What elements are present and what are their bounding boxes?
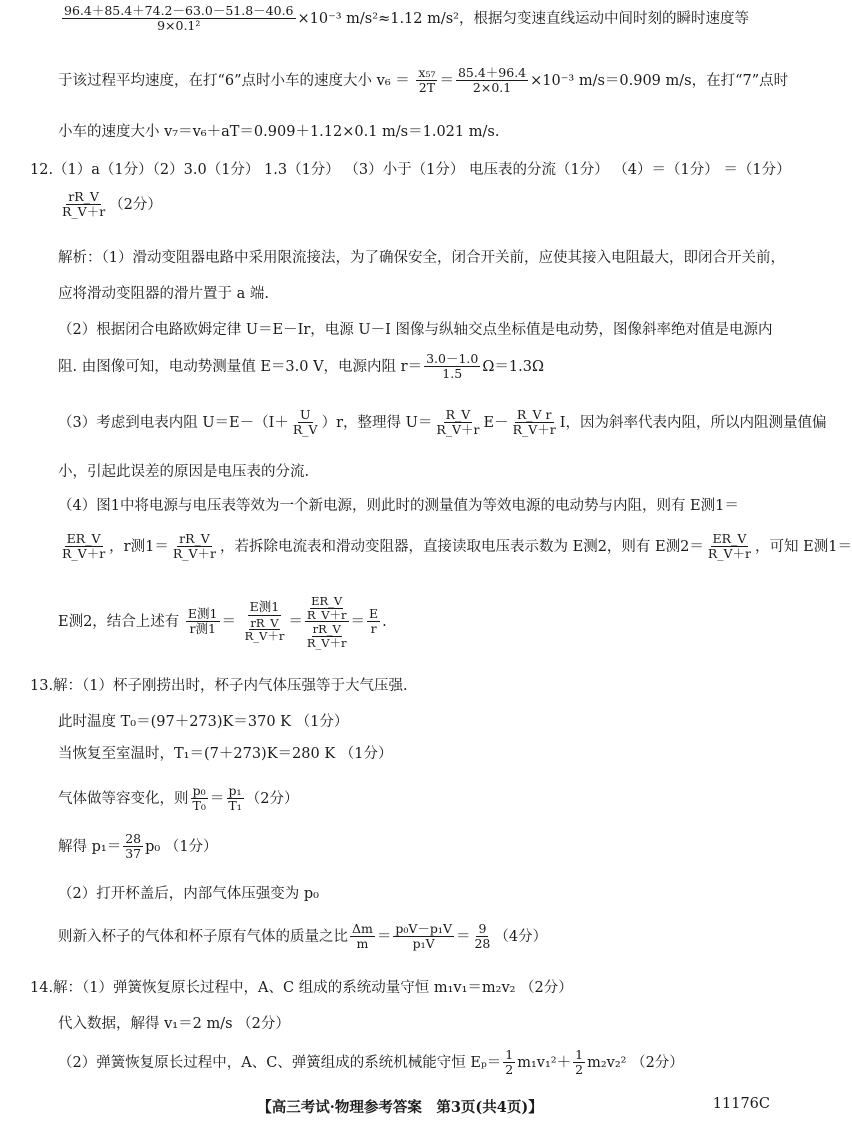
q14-line-3: （2）弹簧恢复原长过程中，A、C、弹簧组成的系统机械能守恒 Eₚ＝ $\frac{1}{2}$ m₁v₁²＋ $\frac{1}{2}$ m₂v₂² （2分） — [58, 1047, 684, 1078]
q13-line-1: 13.解：（1）杯子刚捞出时，杯子内气体压强等于大气压强. — [30, 678, 408, 694]
q13-line-3: 当恢复至室温时，T₁＝(7＋273)K＝280 K （1分） — [58, 746, 393, 762]
top-line-1: $\frac{96.4+85.4+74.2-63.0-51.8-40.6}{\text{9×0.1²}}$ ×10⁻³ m/s²≈1.12 m/s²，根据匀变速直线运动中间时刻的瞬时速度等 — [64, 3, 749, 34]
page-footer — [0, 1096, 800, 1117]
q12-analysis-3a: （3）考虑到电表内阻 U＝E－（I＋ $\frac{U}{R\_V}$ ）r，整理得 U＝ $\frac{R\_V}{R\_V+r}$ E－ $\frac{\text{R\_V r}}{R\_V+r}$ I，因为斜率代表内阻，所以内阻测量值偏 — [58, 407, 827, 438]
footer-code: 11176C — [712, 1096, 770, 1112]
top-line-2: 于该过程平均速度，在打“6”点时小车的速度大小 v₆ ＝ $\frac{\text{x₅₇}}{2T}$ ＝ $\frac{85.4+96.4}{2\times 0.1}$ ×10⁻³ m/s＝0.909 m/s，在打“7”点时 — [58, 65, 789, 96]
q13-line-5: 解得 p₁＝ $\frac{28}{37}$ p₀ （1分） — [58, 831, 218, 862]
q14-line-1: 14.解：（1）弹簧恢复原长过程中，A、C 组成的系统动量守恒 m₁v₁＝m₂v₂ （2分） — [30, 980, 573, 996]
q13-line-6: （2）打开杯盖后，内部气体压强变为 p₀ — [58, 886, 319, 902]
q14-line-2: 代入数据，解得 v₁＝2 m/s （2分） — [58, 1016, 290, 1032]
q13-line-2: 此时温度 T₀＝(97＋273)K＝370 K （1分） — [58, 714, 349, 730]
q12-analysis-4c: E测2，结合上述有 $\frac{\text{E测1}}{\text{r测1}}$ ＝ $\frac{\text{E测1}}{\frac{rR\_V}{R\_V+r}}$ ＝ $\frac{\frac{ER\_V}{R\_V+r}}{\frac{rR\_V}{R\_V+r}}$ ＝ $\frac{E}{r}$ . — [58, 594, 387, 650]
q13-line-7: 则新入杯子的气体和杯子原有气体的质量之比 $\frac{\Delta m}{m}$ ＝ $\frac{\text{p₀V－p₁V}}{\text{p₁V}}$ ＝ $\frac{9}{28}$ （4分） — [58, 921, 548, 952]
top-line-3: 小车的速度大小 v₇＝v₆＋aT＝0.909＋1.12×0.1 m/s＝1.021 m/s. — [58, 124, 500, 140]
q12-answer-formula: $\frac{rR\_V}{R\_V+r}$ （2分） — [62, 189, 162, 220]
footer-title: 【高三考试·物理参考答案 第3页(共4页)】 — [257, 1099, 543, 1116]
q12-analysis-2a: （2）根据闭合电路欧姆定律 U＝E－Ir，电源 U－I 图像与纵轴交点坐标值是电动势，图像斜率绝对值是电源内 — [58, 322, 773, 338]
q12-analysis-3b: 小，引起此误差的原因是电压表的分流. — [58, 464, 310, 480]
q12-analysis-1b: 应将滑动变阻器的滑片置于 a 端. — [58, 286, 269, 302]
q12-analysis-2b: 阻. 由图像可知，电动势测量值 E＝3.0 V，电源内阻 r＝ $\frac{3.0-1.0}{1.5}$ Ω＝1.3Ω — [58, 351, 544, 382]
q12-analysis-4b: $\frac{ER\_V}{R\_V+r}$ ，r测1＝ $\frac{rR\_V}{R\_V+r}$ ，若拆除电流表和滑动变阻器，直接读取电压表示数为 E测2，则有 E测2＝ $\frac{ER\_V}{R\_V+r}$ ，可知 E测1＝ — [62, 531, 852, 562]
q13-line-4: 气体做等容变化，则 $\frac{\text{p₀}}{\text{T₀}}$ ＝ $\frac{\text{p₁}}{\text{T₁}}$ （2分） — [58, 783, 299, 814]
q12-analysis-4a: （4）图1中将电源与电压表等效为一个新电源，则此时的测量值为等效电源的电动势与内阻，则有 E测1＝ — [58, 498, 739, 514]
q12-answers: 12.（1）a（1分）（2）3.0（1分） 1.3（1分） （3）小于（1分） 电压表的分流（1分） （4）＝（1分） ＝（1分） — [30, 162, 791, 178]
q12-analysis-1a: 解析：（1）滑动变阻器电路中采用限流接法，为了确保安全，闭合开关前，应使其接入电阻最大，即闭合开关前， — [58, 250, 785, 266]
acceleration-fraction: $\frac{96.4+85.4+74.2-63.0-51.8-40.6}{\text{9×0.1²}}$ — [64, 3, 294, 34]
